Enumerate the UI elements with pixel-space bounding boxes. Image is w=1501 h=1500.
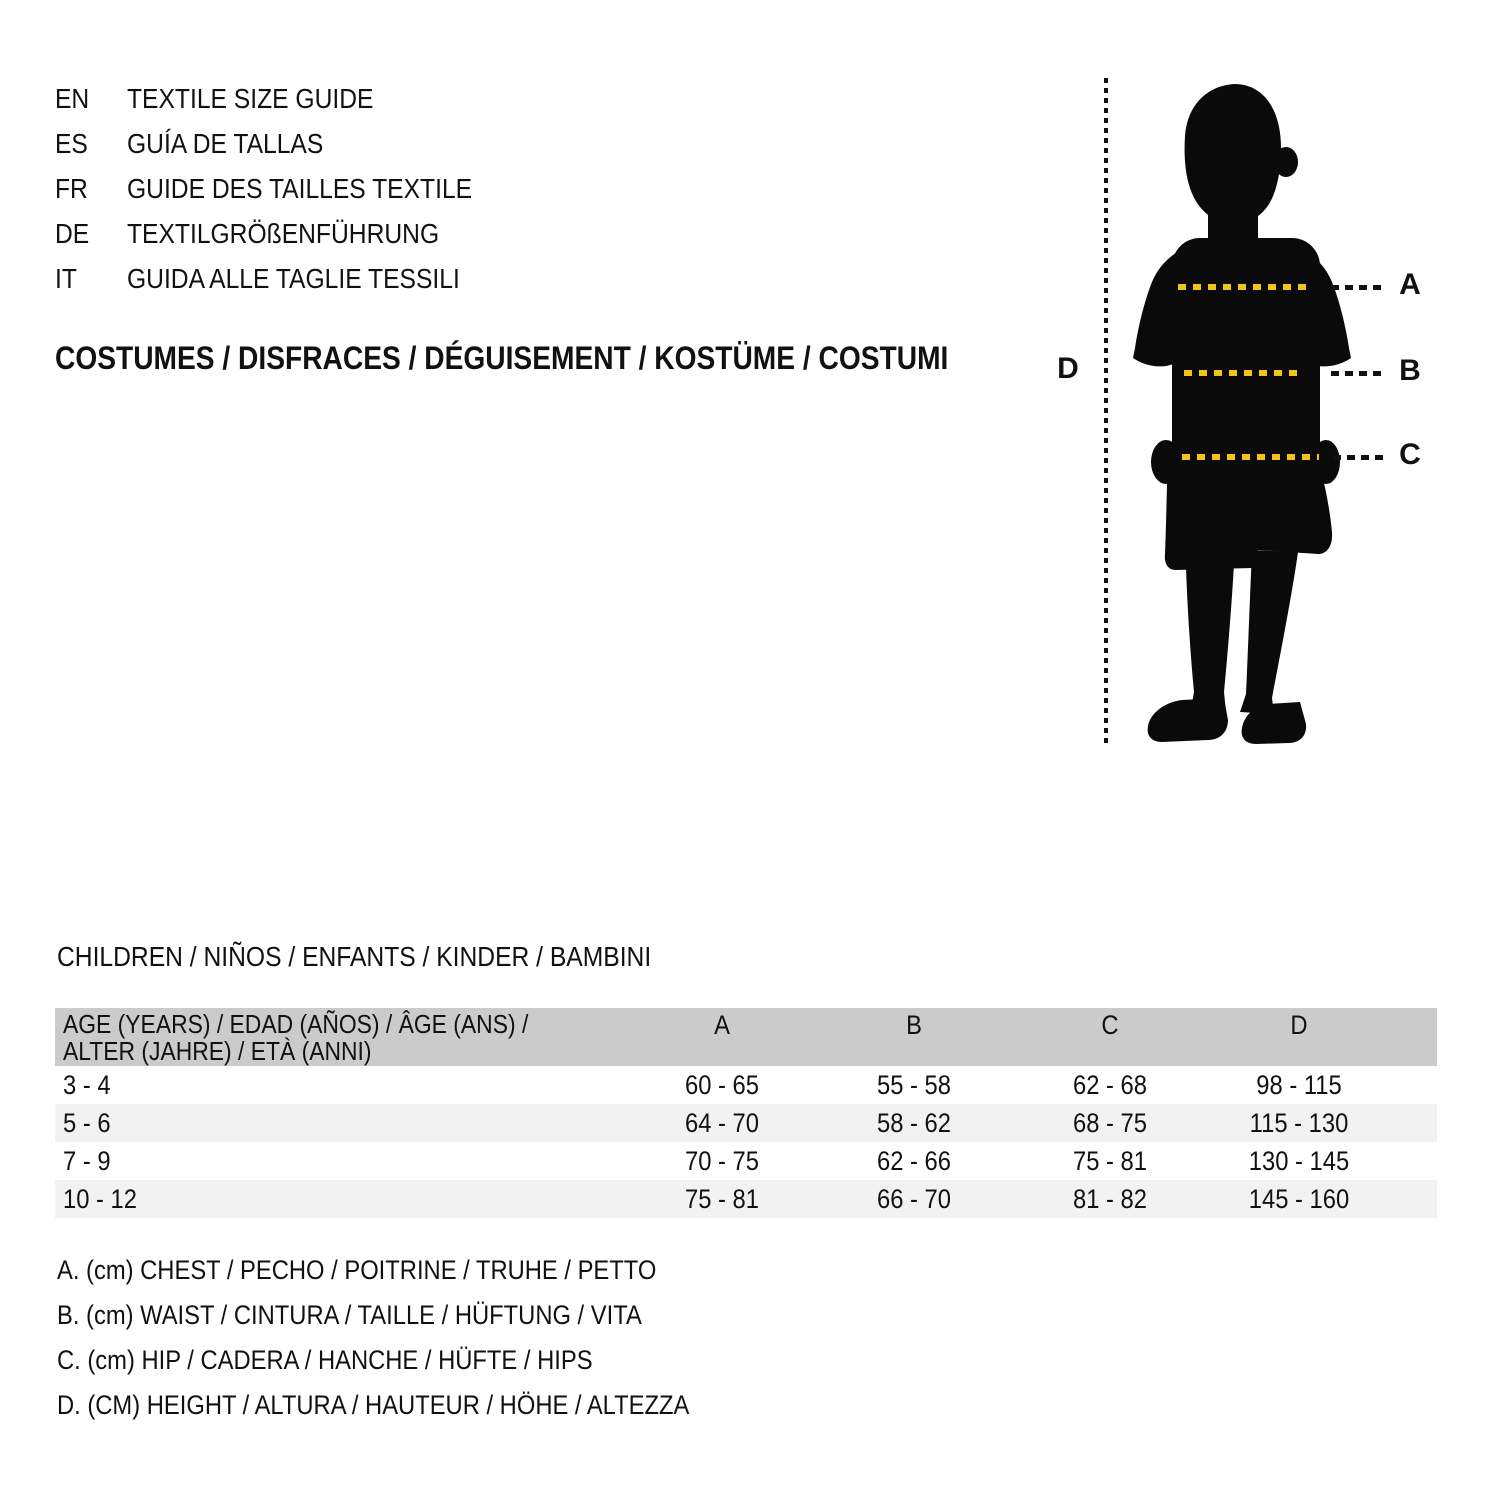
waist-cell: [877, 1142, 998, 1180]
height-cell-text: 115 - 130: [1249, 1108, 1349, 1138]
column-header-d-text: D: [1290, 1010, 1308, 1040]
chest-cell-text: 60 - 65: [685, 1070, 759, 1100]
column-header-b: [906, 1010, 932, 1040]
column-header-b-text: B: [906, 1010, 922, 1040]
language-code: [55, 263, 127, 295]
language-label: [127, 173, 519, 205]
height-cell-text: 145 - 160: [1248, 1184, 1350, 1214]
waist-cell: [877, 1066, 998, 1104]
age-cell: [63, 1104, 117, 1142]
age-cell-text: 7 - 9: [63, 1146, 111, 1176]
label-height-d: D: [1057, 352, 1079, 385]
table-row: [55, 1180, 1437, 1218]
language-code-text: ES: [55, 127, 88, 159]
age-cell-text: 5 - 6: [63, 1108, 111, 1138]
measure-legend: [57, 1248, 776, 1428]
waist-connector-line: [1331, 371, 1385, 376]
language-code: [55, 83, 127, 115]
height-cell: [1248, 1180, 1413, 1218]
language-label-text: TEXTILE SIZE GUIDE: [127, 82, 374, 114]
table-header: [55, 1008, 1437, 1066]
language-code: [55, 218, 127, 250]
column-header-c: [1101, 1010, 1130, 1040]
child-silhouette: [1130, 80, 1354, 748]
chest-cell: [685, 1180, 806, 1218]
language-label: [127, 83, 407, 115]
legend-chest-text: A. (cm) CHEST / PECHO / POITRINE / TRUHE / PETTO: [57, 1255, 657, 1285]
waist-measure-line: [1184, 370, 1303, 376]
label-chest-a: A: [1399, 268, 1421, 301]
column-header-a-text: A: [714, 1010, 730, 1040]
age-cell-text: 10 - 12: [63, 1184, 137, 1214]
chest-cell-text: 75 - 81: [685, 1184, 759, 1214]
category-title-text: COSTUMES / DISFRACES / DÉGUISEMENT / KOSTÜME / COSTUMI: [55, 340, 949, 376]
height-cell-text: 98 - 115: [1256, 1070, 1342, 1100]
silhouette-shorts: [1165, 452, 1332, 570]
column-header-c-text: C: [1101, 1010, 1119, 1040]
legend-height: [57, 1383, 776, 1428]
language-row: [55, 166, 519, 211]
table-row: [55, 1066, 1437, 1104]
legend-chest: [57, 1248, 776, 1293]
column-header-a: [714, 1010, 740, 1040]
legend-height-text: D. (CM) HEIGHT / ALTURA / HAUTEUR / HÖHE / ALTEZZA: [57, 1390, 690, 1420]
chest-cell-text: 70 - 75: [685, 1146, 759, 1176]
age-column-header: [55, 1008, 1437, 1065]
language-label: [127, 128, 350, 160]
silhouette-neck: [1208, 195, 1258, 245]
hip-cell: [1073, 1142, 1194, 1180]
language-label-text: GUIDE DES TAILLES TEXTILE: [127, 172, 473, 204]
language-label-text: TEXTILGRÖßENFÜHRUNG: [127, 217, 440, 249]
height-cell-text: 130 - 145: [1248, 1146, 1350, 1176]
silhouette-ear: [1274, 147, 1298, 177]
height-cell: [1248, 1142, 1413, 1180]
hip-cell: [1073, 1104, 1194, 1142]
language-code-text: FR: [55, 172, 88, 204]
legend-waist: [57, 1293, 776, 1338]
hip-cell: [1073, 1180, 1194, 1218]
waist-cell-text: 66 - 70: [877, 1184, 951, 1214]
waist-cell-text: 62 - 66: [877, 1146, 951, 1176]
hip-cell-text: 62 - 68: [1073, 1070, 1147, 1100]
language-code-text: EN: [55, 82, 90, 114]
language-code-text: IT: [55, 262, 77, 294]
language-row: [55, 76, 519, 121]
language-guide-block: [55, 76, 519, 301]
table-row: [55, 1104, 1437, 1142]
chest-connector-line: [1331, 285, 1385, 290]
age-cell: [63, 1180, 147, 1218]
table-row: [55, 1142, 1437, 1180]
language-row: [55, 256, 519, 301]
hip-cell-text: 68 - 75: [1073, 1108, 1147, 1138]
silhouette-right-leg: [1240, 550, 1298, 714]
height-dimension-line: [1104, 78, 1108, 748]
language-code-text: DE: [55, 217, 90, 249]
age-header-line2: ALTER (JAHRE) / ETÀ (ANNI): [63, 1036, 372, 1066]
silhouette-left-leg: [1186, 564, 1234, 714]
waist-cell-text: 58 - 62: [877, 1108, 951, 1138]
language-label: [127, 218, 482, 250]
height-cell: [1256, 1066, 1396, 1104]
waist-cell-text: 55 - 58: [877, 1070, 951, 1100]
legend-hip-text: C. (cm) HIP / CADERA / HANCHE / HÜFTE / HIPS: [57, 1345, 593, 1375]
chest-cell-text: 64 - 70: [685, 1108, 759, 1138]
section-title-children: [57, 941, 732, 973]
age-cell: [63, 1142, 117, 1180]
language-label-text: GUIDA ALLE TAGLIE TESSILI: [127, 262, 460, 294]
label-waist-b: B: [1399, 354, 1421, 387]
legend-hip: [57, 1338, 776, 1383]
age-header-line1: AGE (YEARS) / EDAD (AÑOS) / ÂGE (ANS) /: [63, 1009, 529, 1039]
category-title: [55, 340, 1070, 376]
legend-waist-text: B. (cm) WAIST / CINTURA / TAILLE / HÜFTUNG / VITA: [57, 1300, 642, 1330]
age-cell-text: 3 - 4: [63, 1070, 111, 1100]
hip-cell-text: 81 - 82: [1073, 1184, 1147, 1214]
language-label-text: GUÍA DE TALLAS: [127, 127, 324, 159]
column-header-d: [1290, 1010, 1319, 1040]
chest-cell: [685, 1142, 806, 1180]
waist-cell: [877, 1104, 998, 1142]
chest-cell: [685, 1104, 806, 1142]
language-row: [55, 211, 519, 256]
language-code: [55, 128, 127, 160]
chest-cell: [685, 1066, 806, 1104]
height-cell: [1249, 1104, 1411, 1142]
waist-cell: [877, 1180, 998, 1218]
language-label: [127, 263, 505, 295]
hip-cell-text: 75 - 81: [1073, 1146, 1147, 1176]
section-title-text: CHILDREN / NIÑOS / ENFANTS / KINDER / BAMBINI: [57, 941, 652, 972]
children-size-table: [55, 1008, 1437, 1218]
age-cell: [63, 1066, 117, 1104]
language-code: [55, 173, 127, 205]
chest-measure-line: [1178, 284, 1312, 290]
hip-cell: [1073, 1066, 1194, 1104]
language-row: [55, 121, 519, 166]
label-hip-c: C: [1399, 438, 1421, 471]
silhouette-left-shoe: [1148, 698, 1228, 742]
hip-connector-line: [1333, 455, 1387, 460]
hip-measure-line: [1182, 454, 1319, 460]
